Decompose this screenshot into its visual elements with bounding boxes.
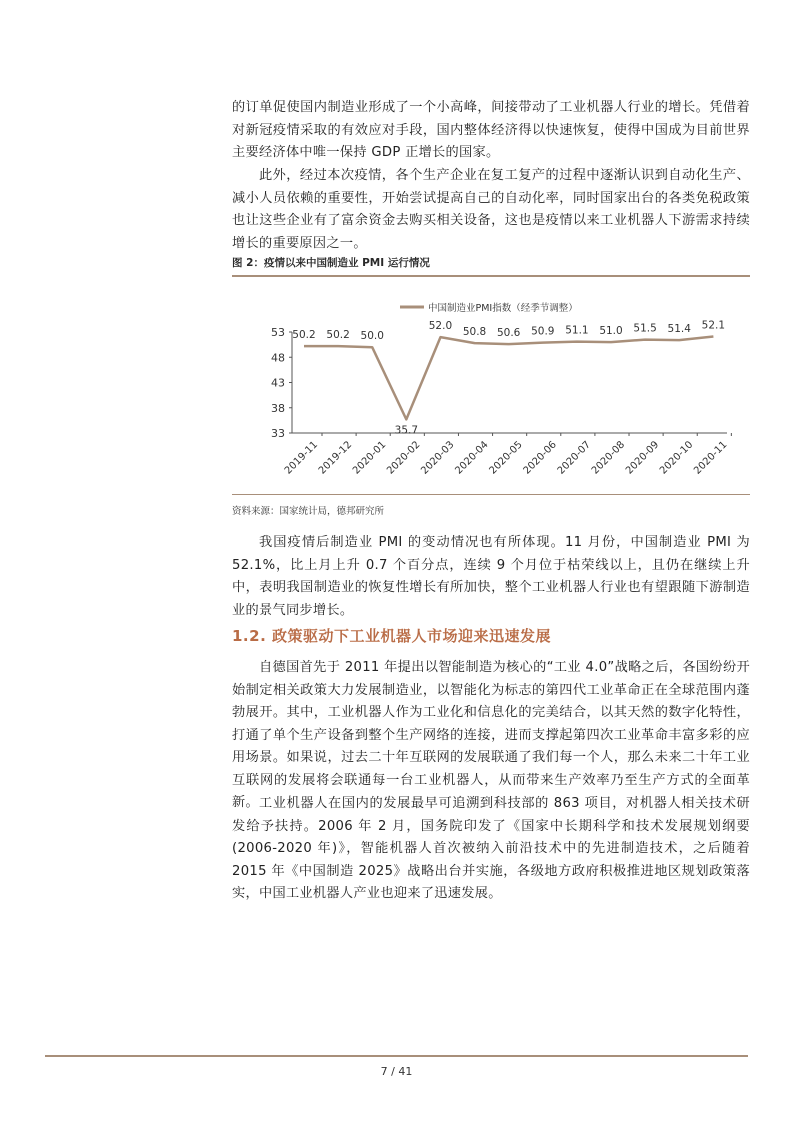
x-tick-label: 2020-08 [589,439,628,477]
paragraph-intro: 的订单促使国内制造业形成了一个小高峰，间接带动了工业机器人行业的增长。凭借着对新冠疫情采取的有效应对手段，国内整体经济得以快速恢复，使得中国成为目前世界主要经济体中唯一保持 GDP 正增长的国家。 [232,100,750,160]
y-tick-label: 38 [271,401,285,415]
x-tick-label: 2020-10 [658,439,696,477]
x-tick-label: 2020-01 [351,439,389,477]
pmi-series-line [304,337,713,420]
data-label: 50.8 [462,326,487,339]
data-label: 51.0 [599,325,623,338]
x-tick-label: 2020-05 [487,439,525,477]
data-label: 51.5 [633,322,657,335]
figure-title: 图 2：疫情以来中国制造业 PMI 运行情况 [232,257,430,269]
footer-rule [45,1055,748,1057]
x-tick-label: 2020-04 [453,439,491,477]
x-tick-label: 2020-06 [521,439,559,477]
x-tick-label: 2020-03 [419,439,457,477]
x-tick-label: 2019-12 [316,439,355,477]
page-number: 7 / 41 [380,1065,413,1078]
data-label: 50.6 [496,327,521,340]
data-label: 51.1 [565,324,589,337]
paragraph-industry40: 自德国首先于 2011 年提出以智能制造为核心的“工业 4.0”战略之后，各国纷纷开始制定相关政策大力发展制造业，以智能化为标志的第四代工业革命正在全球范围内蓬勃展开。其中，工业机器人作为工业化和信息化的完美结合，以其天然的数字化特性，打通了单个生产设备到整个生产网络的连接，进而支撑起第四次工业革命丰富多彩的应用场景。如果说，过去二十年互联网的发展联通了我们每一个人，那么未来二十年工业互联网的发展将会联通每一台工业机器人，从而带来生产效率乃至生产方式的全面革新。 [232,660,750,810]
figure-top-rule [232,275,750,277]
x-axis-ticks [283,433,732,477]
x-tick-label: 2020-11 [692,439,730,477]
paragraph-pmi: 我国疫情后制造业 PMI 的变动情况也有所体现。11 月份，中国制造业 PMI 为 52.1%，比上月上升 0.7 个百分点，连续 9 个月位于枯荣线以上，且仍在继续上升中，表明我国制造业的恢复性增长有所加快，整个工业机器人行业也有望跟随下游制造业的景气同步增长。 [232,535,750,618]
data-label: 50.2 [326,329,350,342]
x-tick-label: 2020-02 [385,439,423,477]
data-label: 51.4 [667,323,691,336]
data-label: 50.2 [292,329,316,342]
section-heading: 1.2. 政策驱动下工业机器人市场迎来迅速发展 [232,627,551,645]
paragraph-automation: 此外，经过本次疫情，各个生产企业在复工复产的过程中逐渐认识到自动化生产、减小人员依赖的重要性，开始尝试提高自己的自动化率，同时国家出台的各类免税政策也让这些企业有了富余资金去购买相关设备，这也是疫情以来工业机器人下游需求持续增长的重要原因之一。 [232,168,750,251]
data-label: 50.9 [531,325,555,338]
x-tick-label: 2019-11 [282,439,321,477]
pmi-line-chart [232,285,750,490]
legend-label: 中国制造业PMI指数（经季节调整） [428,303,578,314]
y-tick-label: 33 [271,427,285,440]
data-label: 52.0 [428,320,453,333]
y-tick-label: 53 [271,326,285,339]
paragraph-policy: 工业机器人在国内的发展最早可追溯到科技部的 863 项目，对机器人相关技术研发给予扶持。2006 年 2 月，国务院印发了《国家中长期科学和技术发展规划纲要(2006-2020 年)》，智能机器人首次被纳入前沿技术中的先进制造技术，之后随着 2015 年《中国制造 2025》战略出台并实施，各级地方政府积极推进地区规划政策落实，中国工业机器人产业也迎来了迅速发展。 [232,796,750,901]
data-labels [292,320,725,437]
y-axis-ticks [271,326,292,440]
data-label: 52.1 [701,319,726,332]
y-tick-label: 48 [271,351,285,365]
x-tick-label: 2020-09 [623,439,662,477]
chart-legend [400,302,578,314]
data-label: 50.0 [360,330,384,343]
figure-source: 资料来源：国家统计局，德邦研究所 [232,506,385,517]
data-label: 35.7 [394,424,419,437]
x-tick-label: 2020-07 [555,439,594,477]
y-tick-label: 43 [271,376,285,390]
figure-bottom-rule [232,494,750,495]
